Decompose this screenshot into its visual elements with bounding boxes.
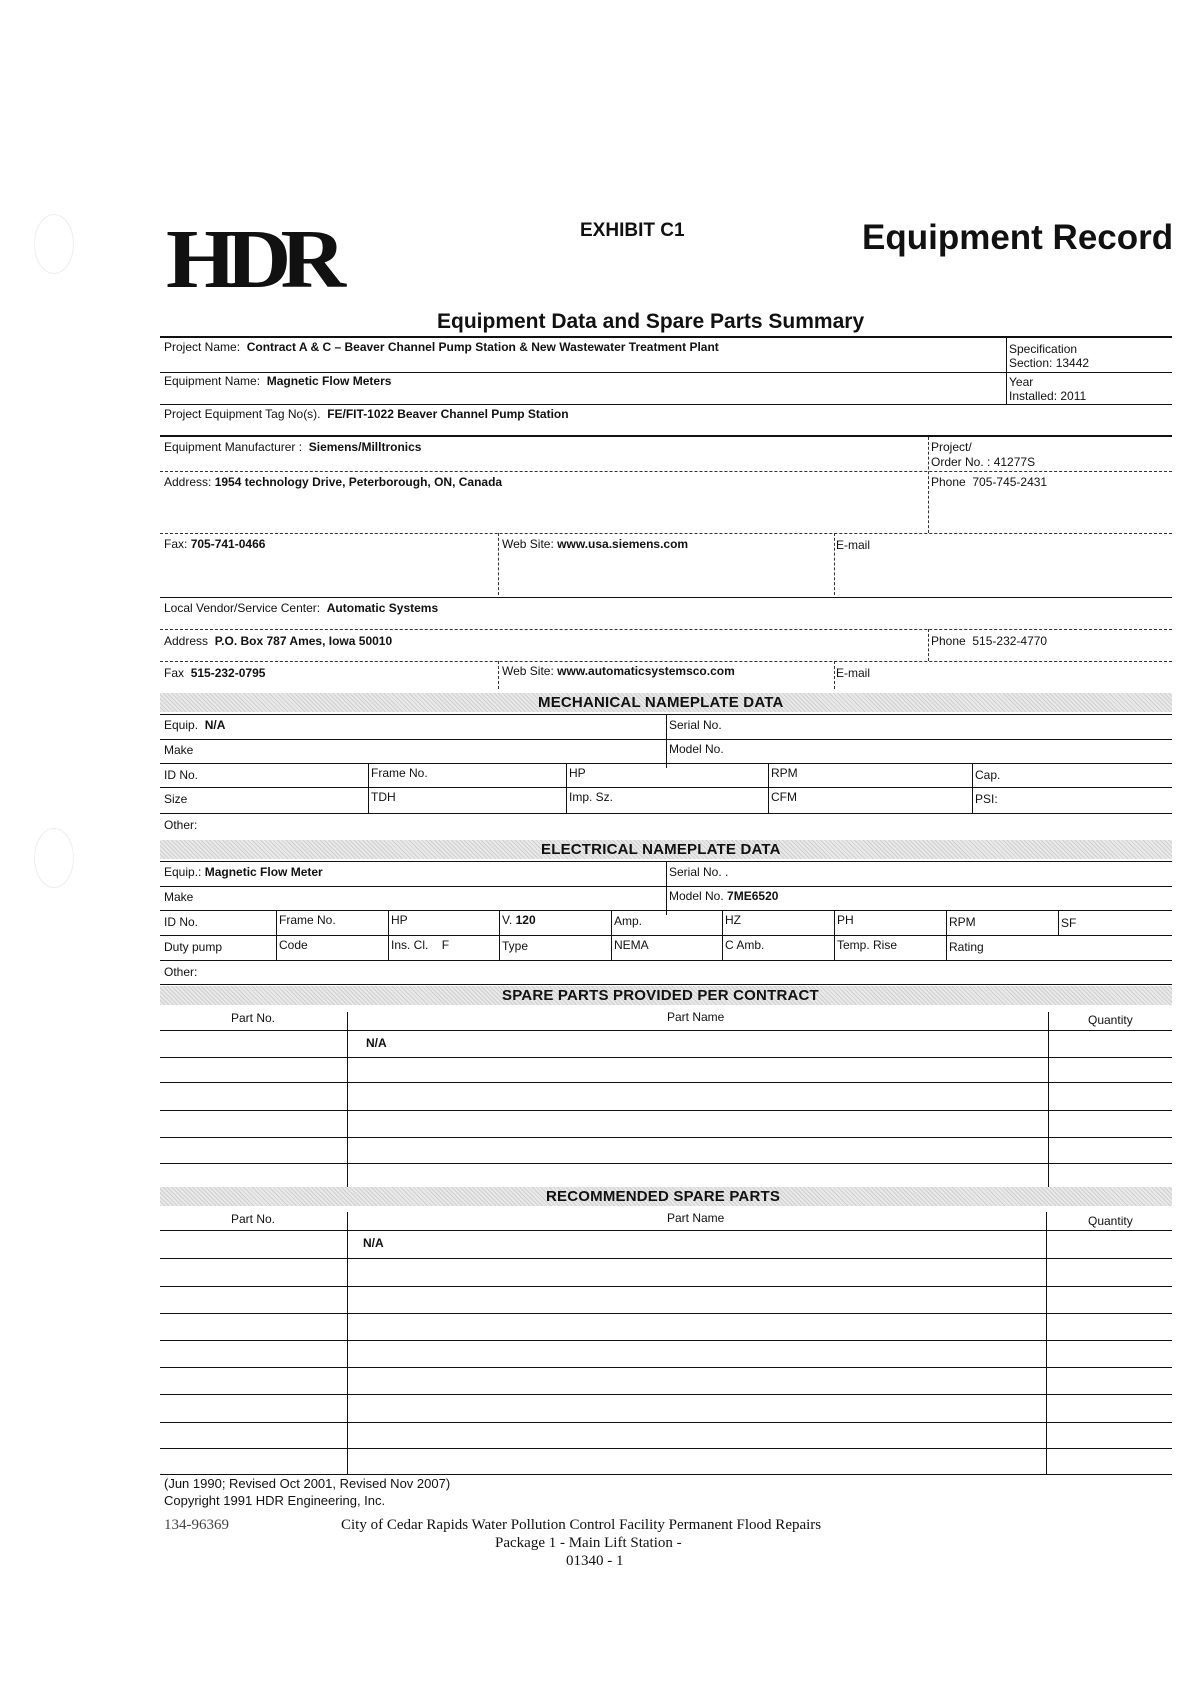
year-label: Year xyxy=(1009,375,1034,389)
equipment-tag-field xyxy=(164,407,569,421)
elec-ins-field xyxy=(391,938,449,952)
page-title: Equipment Record xyxy=(862,218,1174,257)
manufacturer-value: Siemens/Milltronics xyxy=(308,440,422,454)
elec-hp-label: HP xyxy=(391,913,408,927)
divider xyxy=(1006,336,1007,404)
vendor-phone-label: Phone xyxy=(931,634,966,648)
divider xyxy=(498,533,499,595)
manufacturer-fax-value: 705-741-0466 xyxy=(190,537,266,551)
divider xyxy=(160,739,1172,740)
vendor-address-field xyxy=(164,634,392,648)
mech-other-label: Other: xyxy=(164,818,198,832)
footer-page-number: 01340 - 1 xyxy=(566,1553,624,1569)
divider xyxy=(834,661,835,689)
manufacturer-email-label: E-mail xyxy=(836,538,871,552)
divider xyxy=(160,787,1172,788)
elec-temp-label: Temp. Rise xyxy=(837,938,898,952)
divider xyxy=(160,1394,1172,1395)
divider xyxy=(160,1258,1172,1259)
elec-model-field xyxy=(669,889,778,903)
elec-ph-label: PH xyxy=(837,913,854,927)
footer-project-line: City of Cedar Rapids Water Pollution Control Facility Permanent Flood Repairs xyxy=(341,1517,822,1533)
divider xyxy=(160,1110,1172,1111)
manufacturer-address-field xyxy=(164,475,502,489)
manufacturer-web-value: www.usa.siemens.com xyxy=(557,537,689,551)
divider xyxy=(160,336,1172,338)
order-field xyxy=(931,455,1035,469)
vendor-label: Local Vendor/Service Center: xyxy=(164,601,321,615)
divider xyxy=(160,1082,1172,1083)
manufacturer-address-label: Address: xyxy=(164,475,212,489)
divider xyxy=(160,935,1172,936)
divider xyxy=(347,1212,348,1474)
divider xyxy=(160,763,1172,764)
divider xyxy=(160,1057,1172,1058)
divider xyxy=(928,437,929,533)
vendor-value: Automatic Systems xyxy=(326,601,439,615)
divider xyxy=(666,861,667,915)
elec-id-label: ID No. xyxy=(164,915,199,929)
spare-recommended-col-part-name: Part Name xyxy=(667,1211,725,1225)
manufacturer-phone-label: Phone xyxy=(931,475,966,489)
divider xyxy=(160,661,1172,662)
elec-equip-field xyxy=(164,865,323,879)
divider xyxy=(160,1340,1172,1341)
divider xyxy=(498,661,499,689)
form-subtitle: Equipment Data and Spare Parts Summary xyxy=(437,310,865,333)
revision-note: (Jun 1990; Revised Oct 2001, Revised Nov 2007) xyxy=(164,1476,451,1491)
equipment-tag-value: FE/FIT-1022 Beaver Channel Pump Station xyxy=(327,407,569,421)
manufacturer-fax-field xyxy=(164,537,265,551)
exhibit-label: EXHIBIT C1 xyxy=(580,220,685,241)
manufacturer-address-value: 1954 technology Drive, Peterborough, ON, Canada xyxy=(214,475,503,489)
mech-equip-field xyxy=(164,718,225,732)
order-value: 41277S xyxy=(993,455,1036,469)
divider xyxy=(928,629,929,661)
divider xyxy=(834,533,835,595)
hdr-logo: HDR xyxy=(166,213,336,306)
divider xyxy=(160,372,1172,373)
elec-code-label: Code xyxy=(279,938,308,952)
divider xyxy=(160,1313,1172,1314)
divider xyxy=(160,886,1172,887)
equipment-name-value: Magnetic Flow Meters xyxy=(266,374,392,388)
spare-recommended-title: RECOMMENDED SPARE PARTS xyxy=(546,1188,781,1205)
punch-hole-mark xyxy=(34,828,74,888)
elec-v-field xyxy=(502,913,536,927)
divider xyxy=(160,910,1172,911)
order-label-1: Project/ xyxy=(931,440,972,454)
manufacturer-fax-label: Fax: xyxy=(164,537,188,551)
divider xyxy=(160,1422,1172,1423)
year-installed-field xyxy=(1009,389,1086,403)
divider xyxy=(160,1367,1172,1368)
elec-v-value: 120 xyxy=(515,913,536,927)
divider xyxy=(368,763,369,813)
electrical-section-title: ELECTRICAL NAMEPLATE DATA xyxy=(541,841,781,858)
elec-make-label: Make xyxy=(164,890,194,904)
divider xyxy=(160,1137,1172,1138)
project-name-label: Project Name: xyxy=(164,340,241,354)
divider xyxy=(160,1230,1172,1231)
vendor-phone-field xyxy=(931,634,1047,648)
year-installed-value: 2011 xyxy=(1060,389,1087,403)
mech-make-label: Make xyxy=(164,743,194,757)
spare-provided-title: SPARE PARTS PROVIDED PER CONTRACT xyxy=(502,987,819,1004)
spare-recommended-entry: N/A xyxy=(363,1236,384,1250)
divider xyxy=(160,404,1172,405)
manufacturer-phone-value: 705-745-2431 xyxy=(972,475,1048,489)
mech-psi-label: PSI: xyxy=(975,792,998,806)
mech-serial-label: Serial No. xyxy=(669,718,722,732)
vendor-address-value: P.O. Box 787 Ames, Iowa 50010 xyxy=(214,634,393,648)
vendor-phone-value: 515-232-4770 xyxy=(972,634,1048,648)
divider xyxy=(160,1030,1172,1031)
divider xyxy=(160,629,1172,630)
vendor-field xyxy=(164,601,438,615)
spare-recommended-col-part-no: Part No. xyxy=(231,1212,276,1226)
elec-rating-label: Rating xyxy=(949,940,984,954)
vendor-web-field xyxy=(502,664,735,678)
mech-cap-label: Cap. xyxy=(975,768,1001,782)
manufacturer-field xyxy=(164,440,421,454)
vendor-fax-label: Fax xyxy=(164,666,185,680)
elec-equip-value: Magnetic Flow Meter xyxy=(204,865,323,879)
elec-frame-label: Frame No. xyxy=(279,913,336,927)
mech-id-label: ID No. xyxy=(164,768,199,782)
elec-nema-label: NEMA xyxy=(614,938,649,952)
mech-model-label: Model No. xyxy=(669,742,724,756)
mech-cfm-label: CFM xyxy=(771,790,797,804)
elec-type-label: Type xyxy=(502,939,529,953)
spare-provided-entry: N/A xyxy=(366,1036,387,1050)
equipment-tag-label: Project Equipment Tag No(s). xyxy=(164,407,321,421)
divider xyxy=(666,714,667,768)
elec-amp-label: Amp. xyxy=(614,914,643,928)
spare-recommended-col-quantity: Quantity xyxy=(1088,1214,1133,1228)
divider xyxy=(160,1448,1172,1449)
divider xyxy=(768,763,769,813)
manufacturer-phone-field xyxy=(931,475,1047,489)
elec-sf-label: SF xyxy=(1061,916,1077,930)
manufacturer-web-label: Web Site: xyxy=(502,537,554,551)
vendor-fax-field xyxy=(164,666,265,680)
equipment-name-field xyxy=(164,374,391,388)
spare-provided-col-part-no: Part No. xyxy=(231,1011,276,1025)
punch-hole-mark xyxy=(34,214,74,274)
divider xyxy=(160,984,1172,985)
spec-label: Specification xyxy=(1009,342,1078,356)
divider xyxy=(1058,910,1059,935)
vendor-fax-value: 515-232-0795 xyxy=(190,666,266,680)
divider xyxy=(972,763,973,813)
vendor-web-value: www.automaticsystemsco.com xyxy=(557,664,735,678)
divider xyxy=(160,813,1172,814)
elec-ins-value: F xyxy=(441,938,450,952)
spare-provided-col-part-name: Part Name xyxy=(667,1010,725,1024)
elec-duty-label: Duty pump xyxy=(164,940,223,954)
elec-rpm-label: RPM xyxy=(949,915,976,929)
divider xyxy=(160,960,1172,961)
mech-equip-value: N/A xyxy=(204,718,226,732)
year-installed-label: Installed: xyxy=(1009,389,1058,403)
elec-camb-label: C Amb. xyxy=(725,938,765,952)
copyright-note: Copyright 1991 HDR Engineering, Inc. xyxy=(164,1493,386,1508)
manufacturer-label: Equipment Manufacturer : xyxy=(164,440,303,454)
elec-ins-label: Ins. Cl. xyxy=(391,938,429,952)
mech-hp-label: HP xyxy=(569,766,586,780)
project-name-value: Contract A & C – Beaver Channel Pump Station & New Wastewater Treatment Plant xyxy=(246,340,719,354)
spare-provided-col-quantity: Quantity xyxy=(1088,1013,1133,1027)
elec-model-value: 7ME6520 xyxy=(727,889,779,903)
mechanical-section-title: MECHANICAL NAMEPLATE DATA xyxy=(538,694,784,711)
mech-rpm-label: RPM xyxy=(771,766,798,780)
project-name-field xyxy=(164,340,719,354)
divider xyxy=(160,597,1172,598)
divider xyxy=(1046,1212,1047,1474)
elec-serial-label: Serial No. . xyxy=(669,865,729,879)
elec-equip-label: Equip.: xyxy=(164,865,202,879)
equipment-name-label: Equipment Name: xyxy=(164,374,261,388)
vendor-email-label: E-mail xyxy=(836,666,871,680)
divider xyxy=(160,1163,1172,1164)
order-label-2: Order No. : xyxy=(931,455,991,469)
spec-section: Section: 13442 xyxy=(1009,356,1090,370)
divider xyxy=(160,435,1172,437)
mech-tdh-label: TDH xyxy=(371,790,396,804)
elec-model-label: Model No. xyxy=(669,889,724,903)
vendor-web-label: Web Site: xyxy=(502,664,554,678)
document-number: 134-96369 xyxy=(164,1517,229,1533)
divider xyxy=(160,1286,1172,1287)
divider xyxy=(160,533,1172,534)
divider xyxy=(566,763,567,813)
divider xyxy=(160,1474,1172,1475)
mech-equip-label: Equip. xyxy=(164,718,199,732)
divider xyxy=(160,471,1172,472)
mech-frame-label: Frame No. xyxy=(371,766,428,780)
manufacturer-web-field xyxy=(502,537,688,551)
elec-hz-label: HZ xyxy=(725,913,741,927)
elec-other-label: Other: xyxy=(164,965,198,979)
vendor-address-label: Address xyxy=(164,634,209,648)
footer-package-line: Package 1 - Main Lift Station - xyxy=(495,1535,682,1551)
mech-size-label: Size xyxy=(164,792,188,806)
elec-v-label: V. xyxy=(502,913,513,927)
mech-imp-label: Imp. Sz. xyxy=(569,790,614,804)
